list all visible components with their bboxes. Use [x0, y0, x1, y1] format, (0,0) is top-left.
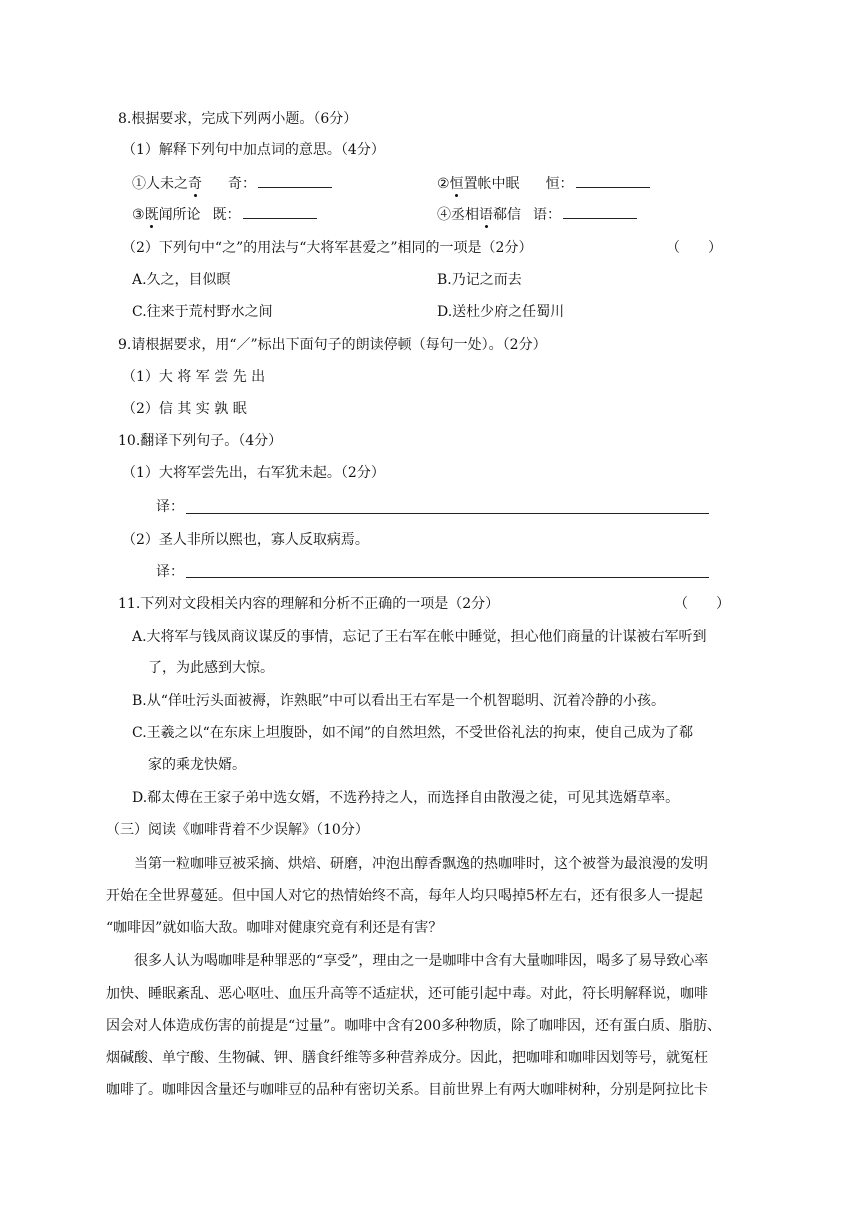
q11-option-b: B.从“佯吐污头面被褥，诈熟眠”中可以看出王右军是一个机智聪明、沉着冷静的小孩。: [132, 693, 666, 709]
q8-item-1: ①人未之奇 奇：: [132, 172, 332, 194]
section3-p1-line3: “咖啡因”就如临大敌。咖啡对健康究竟有利还是有害？: [106, 920, 443, 936]
answer-blank-2[interactable]: [576, 172, 650, 188]
q8-option-d: D.送杜少府之任蜀川: [437, 304, 565, 320]
section3-p2-line5: 咖啡了。咖啡因含量还与咖啡豆的品种有密切关系。目前世界上有两大咖啡树种，分别是阿拉比卡: [106, 1082, 708, 1098]
answer-blank-3[interactable]: [243, 203, 317, 219]
q11-option-c-line2: 家的乘龙快婿。: [148, 757, 246, 773]
section3-p2-line4: 烟碱酸、单宁酸、生物碱、钾、膳食纤维等多种营养成分。因此，把咖啡和咖啡因划等号，就冤枉: [106, 1050, 708, 1066]
q8-answer-paren[interactable]: （ ）: [666, 240, 722, 256]
q8-item-4: ④丞相语郗信 语：: [437, 203, 637, 225]
q8-option-c: C.往来于荒村野水之间: [132, 304, 273, 320]
translation-line-1[interactable]: [186, 513, 709, 514]
q9-sentence-2: （2）信 其 实 孰 眠: [122, 401, 247, 417]
q8-sub1: （1）解释下列句中加点词的意思。（4分）: [122, 142, 385, 158]
q8-title: 8.根据要求，完成下列两小题。（6分）: [118, 111, 358, 127]
section3-p2-line1: 很多人认为喝咖啡是种罪恶的“享受”，理由之一是咖啡中含有大量咖啡因，喝多了易导致心率: [134, 953, 709, 969]
q8-option-b: B.乃记之而去: [437, 272, 522, 288]
q10-trans-label-2: 译：: [156, 564, 184, 580]
q8-sub2: （2）下列句中“之”的用法与“大将军甚爱之”相同的一项是（2分）: [122, 240, 533, 256]
q11-option-d: D.郗太傅在王家子弟中选女婿，不选矜持之人，而选择自由散漫之徒，可见其选婿草率。: [132, 790, 680, 806]
q9-sentence-1: （1）大 将 军 尝 先 出: [122, 369, 266, 385]
q11-answer-paren[interactable]: （ ）: [674, 596, 730, 612]
section3-p2-line3: 因会对人体造成伤害的前提是“过量”。咖啡中含有200多种物质，除了咖啡因，还有蛋白质、脂肪、: [106, 1018, 722, 1034]
answer-blank-4[interactable]: [563, 203, 637, 219]
q10-sentence-1: （1）大将军尝先出，右军犹未起。（2分）: [122, 465, 385, 481]
translation-line-2[interactable]: [186, 577, 709, 578]
q10-sentence-2: （2）圣人非所以熙也，寡人反取病焉。: [122, 532, 369, 548]
q8-option-a: A.久之，目似瞑: [132, 272, 231, 288]
answer-blank-1[interactable]: [258, 172, 332, 188]
section3-title: （三）阅读《咖啡背着不少误解》（10分）: [106, 822, 369, 838]
section3-p1-line2: 开始在全世界蔓延。但中国人对它的热情始终不高，每年人均只喝掉5杯左右，还有很多人一提起: [106, 888, 703, 904]
section3-p1-line1: 当第一粒咖啡豆被采摘、烘焙、研磨，冲泡出醇香飘逸的热咖啡时，这个被誉为最浪漫的发明: [134, 856, 708, 872]
section3-p2-line2: 加快、睡眠紊乱、恶心呕吐、血压升高等不适症状，还可能引起中毒。对此，符长明解释说，咖啡: [106, 986, 708, 1002]
q11-option-a-line2: 了，为此感到大惊。: [148, 660, 274, 676]
q11-option-a-line1: A.大将军与钱凤商议谋反的事情，忘记了王右军在帐中睡觉，担心他们商量的计谋被右军听到: [132, 629, 707, 645]
q8-item-3: ③既闻所论 既：: [132, 203, 317, 225]
q11-option-c-line1: C.王羲之以“在东床上坦腹卧，如不闻”的自然坦然，不受世俗礼法的拘束，使自己成为了郗: [132, 725, 693, 741]
q10-title: 10.翻译下列句子。（4分）: [118, 433, 283, 449]
q9-title: 9.请根据要求，用“／”标出下面句子的朗读停顿（每句一处）。（2分）: [118, 337, 547, 353]
q11-title: 11.下列对文段相关内容的理解和分析不正确的一项是（2分）: [118, 596, 500, 612]
q10-trans-label-1: 译：: [156, 499, 184, 515]
q8-item-2: ②恒置帐中眠 恒：: [437, 172, 650, 194]
